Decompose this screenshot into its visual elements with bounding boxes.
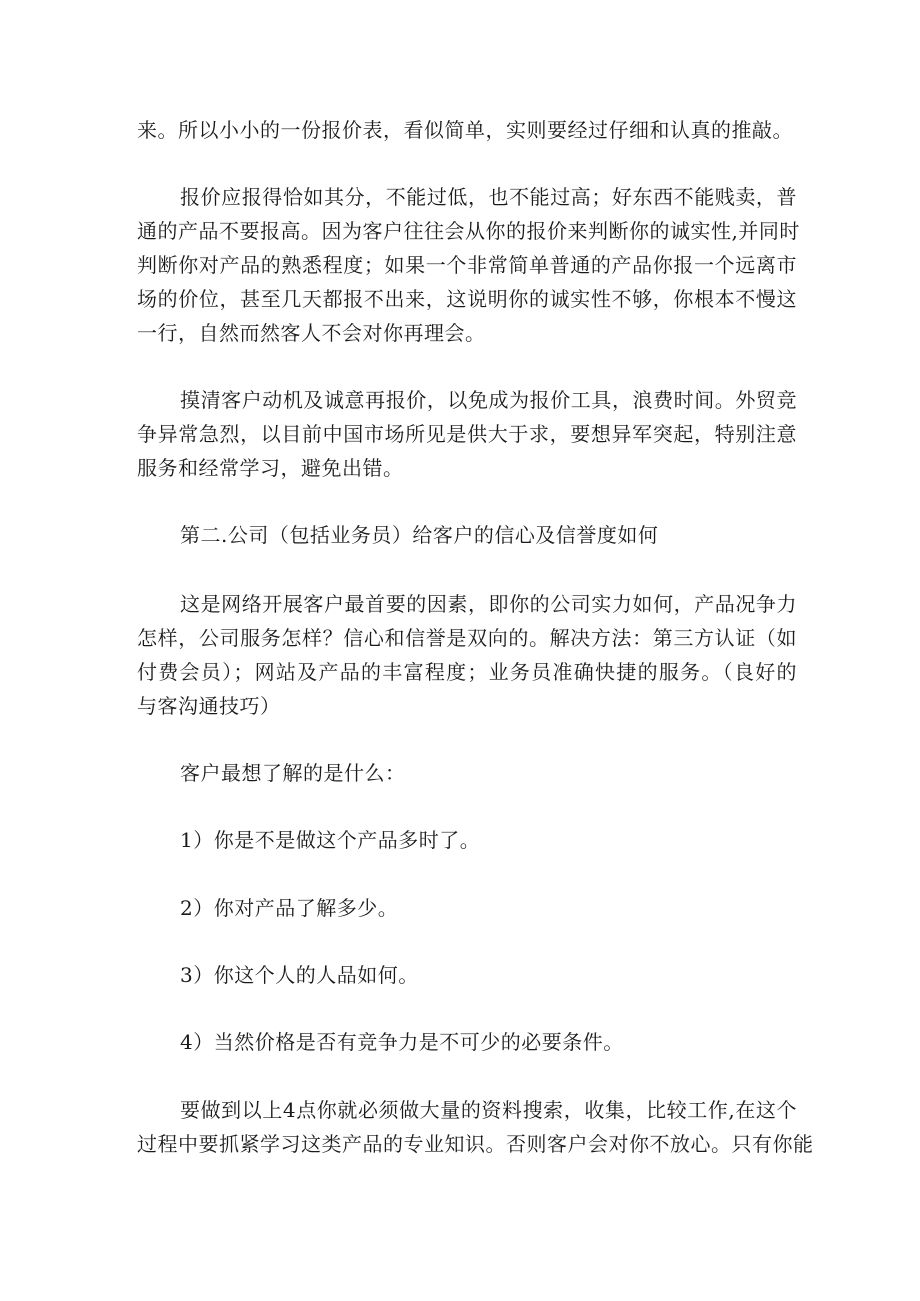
list-item: 3）你这个人的人品如何。: [180, 963, 419, 987]
text-line: 与客沟通技巧）: [137, 694, 281, 718]
section-heading: 第二.公司（包括业务员）给客户的信心及信誉度如何: [180, 523, 659, 547]
text-line: 要做到以上4点你就必须做大量的资料搜索，收集，比较工作,在这个: [180, 1098, 797, 1122]
text-line: 场的价位，甚至几天都报不出来，这说明你的诚实性不够，你根本不慢这: [137, 287, 797, 311]
text-line: 付费会员）；网站及产品的丰富程度；业务员准确快捷的服务。（良好的: [137, 660, 797, 684]
text-line: 一行，自然而然客人不会对你再理会。: [137, 321, 486, 345]
text-line: 摸清客户动机及诚意再报价，以免成为报价工具，浪费时间。外贸竞: [180, 388, 797, 412]
text-line: 怎样，公司服务怎样？信心和信誉是双向的。解决方法：第三方认证（如: [137, 626, 797, 650]
text-line: 服务和经常学习，避免出错。: [137, 456, 404, 480]
text-line: 客户最想了解的是什么：: [180, 761, 406, 785]
list-item: 4）当然价格是否有竞争力是不可少的必要条件。: [180, 1030, 624, 1054]
text-line: 来。所以小小的一份报价表，看似简单，实则要经过仔细和认真的推敲。: [137, 118, 793, 142]
text-line: 这是网络开展客户最首要的因素，即你的公司实力如何，产品况争力: [180, 592, 797, 616]
text-line: 判断你对产品的熟悉程度；如果一个非常简单普通的产品你报一个远离市: [137, 253, 797, 277]
list-item: 1）你是不是做这个产品多时了。: [180, 828, 481, 852]
text-line: 通的产品不要报高。因为客户往往会从你的报价来判断你的诚实性,并同时: [137, 219, 800, 243]
text-line: 过程中要抓紧学习这类产品的专业知识。否则客户会对你不放心。只有你能: [137, 1132, 814, 1156]
text-line: 争异常急烈，以目前中国市场所见是供大于求，要想异军突起，特别注意: [137, 422, 797, 446]
list-item: 2）你对产品了解多少。: [180, 896, 399, 920]
text-line: 报价应报得恰如其分，不能过低，也不能过高；好东西不能贱卖，普: [180, 185, 797, 209]
